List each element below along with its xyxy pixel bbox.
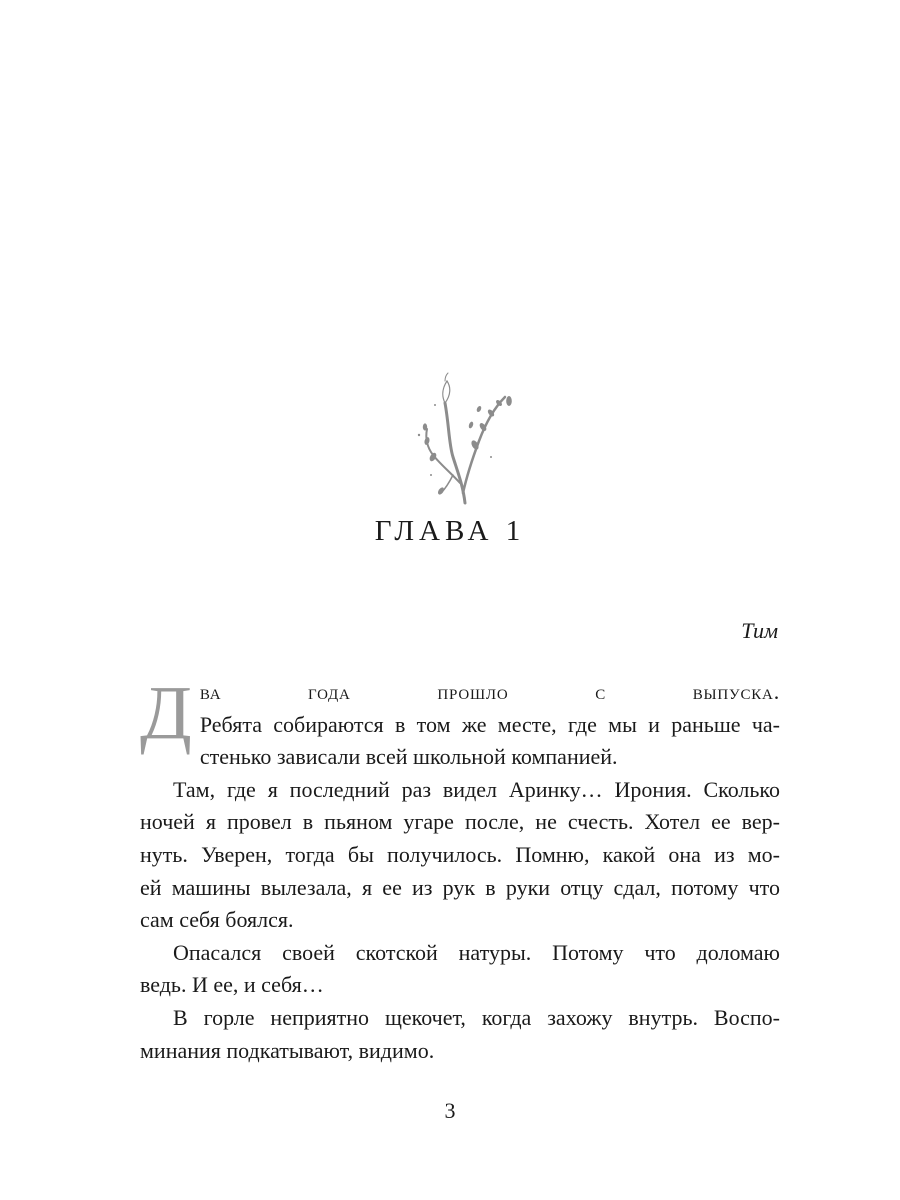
chapter-title: ГЛАВА 1 (374, 515, 526, 547)
text-line: ночей я провел в пьяном угаре после, не счесть. Хотел ее вер- (140, 809, 780, 835)
text-line: стенько зависали всей школьной компанией. (199, 744, 618, 770)
lead-small-caps: ва года прошло с выпуска. (199, 679, 780, 704)
pov-character-name: Тим (741, 618, 778, 643)
lead-line (140, 676, 780, 709)
page-number: 3 (444, 1098, 456, 1123)
text-line: Опасался своей скотской натуры. Потому что доломаю (173, 939, 780, 965)
text-line: Там, где я последний раз видел Аринку… Ирония. Сколько (173, 776, 780, 802)
paragraph (140, 1002, 780, 1067)
flower-stem-icon (405, 365, 520, 505)
paragraph (140, 937, 780, 1002)
text-line: В горле неприятно щекочет, когда захожу внутрь. Воспо- (173, 1004, 780, 1030)
text-line: нуть. Уверен, тогда бы получилось. Помню, какой она из мо- (140, 841, 780, 867)
text-line: ведь. И ее, и себя… (140, 972, 324, 998)
text-line: минания подкатывают, видимо. (140, 1037, 435, 1063)
drop-cap: Д (140, 671, 192, 755)
paragraph (140, 774, 780, 937)
text-line: Ребята собираются в том же месте, где мы и раньше ча- (199, 711, 780, 737)
first-paragraph (140, 671, 780, 774)
chapter-body (140, 671, 780, 1067)
text-line: сам себя боялся. (140, 907, 294, 933)
text-line: ей машины вылезала, я ее из рук в руки отцу сдал, потому что (140, 874, 780, 900)
